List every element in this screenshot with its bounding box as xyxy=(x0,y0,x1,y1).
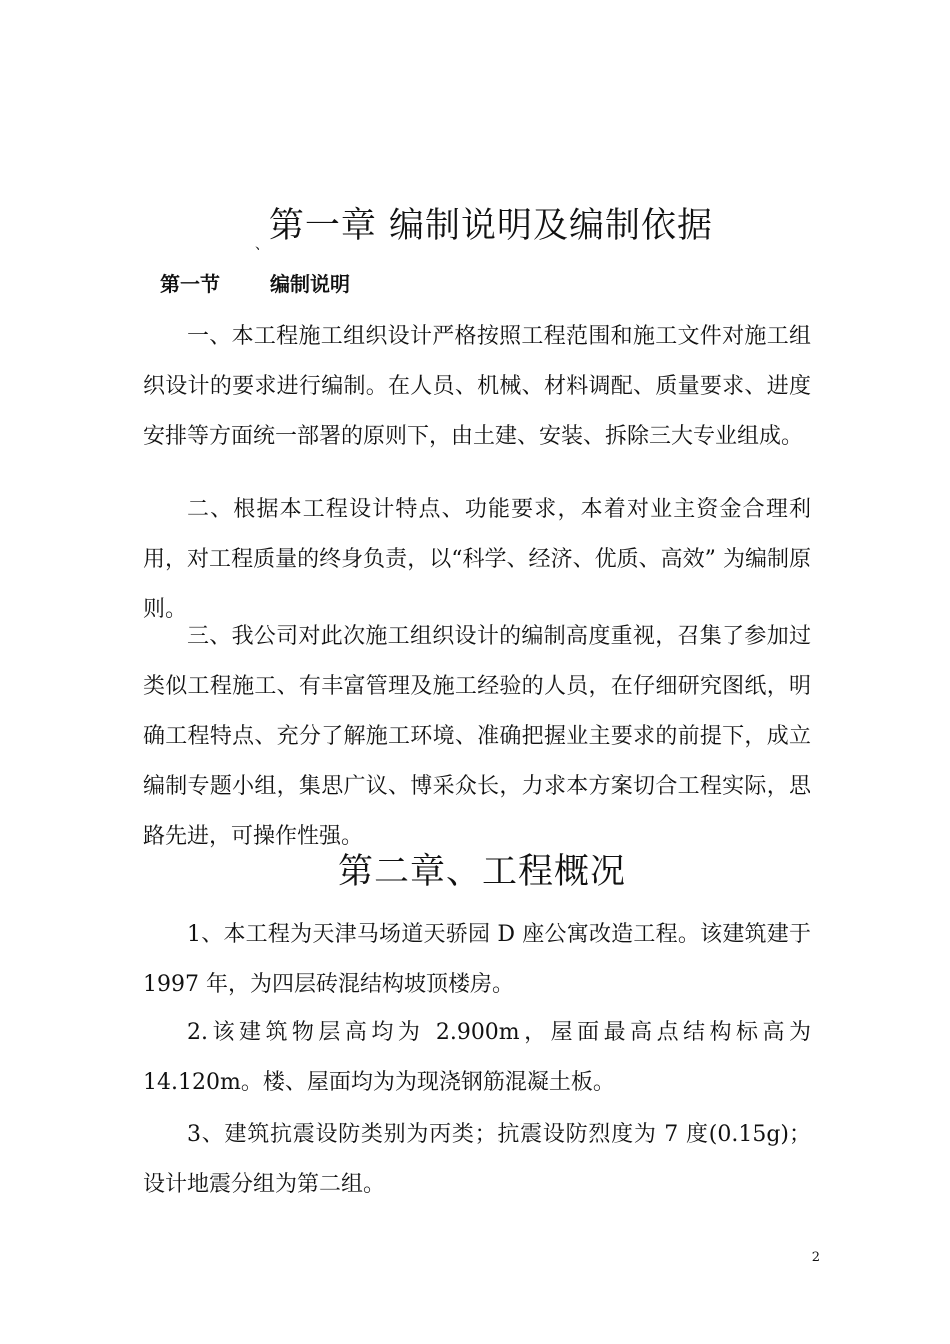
section-1-number: 第一节 xyxy=(160,272,220,296)
paragraph-compilation-2: 二、根据本工程设计特点、功能要求，本着对业主资金合理利用，对工程质量的终身负责，以“科学、经济、优质、高效” 为编制原则。 xyxy=(143,497,811,622)
section-1-title: 编制说明 xyxy=(270,272,350,296)
chapter-1-title: 第一章 编制说明及编制依据 xyxy=(268,206,714,246)
paragraph-overview-1: 1、本工程为天津马场道天骄园 D 座公寓改造工程。该建筑建于1997 年，为四层砖混结构坡顶楼房。 xyxy=(143,922,811,997)
paragraph-compilation-3: 三、我公司对此次施工组织设计的编制高度重视，召集了参加过类似工程施工、有丰富管理及施工经验的人员，在仔细研究图纸，明确工程特点、充分了解施工环境、准确把握业主要求的前提下，成立编制专题小组，集思广议、博采众长，力求本方案切合工程实际，思路先进，可操作性强。 xyxy=(143,624,811,849)
paragraph-overview-2: 2.该建筑物层高均为 2.900m，屋面最高点结构标高为 14.120m。楼、屋面均为为现浇钢筋混凝土板。 xyxy=(143,1020,811,1095)
stray-mark: 、 xyxy=(255,237,269,253)
chapter-2-title: 第二章、工程概况 xyxy=(337,852,626,892)
page-number: 2 xyxy=(811,1250,820,1265)
paragraph-overview-3: 3、建筑抗震设防类别为丙类；抗震设防烈度为 7 度(0.15g)；设计地震分组为第二组。 xyxy=(143,1122,811,1197)
paragraph-compilation-1: 一、本工程施工组织设计严格按照工程范围和施工文件对施工组织设计的要求进行编制。在人员、机械、材料调配、质量要求、进度安排等方面统一部署的原则下，由土建、安装、拆除三大专业组成。 xyxy=(143,324,811,449)
